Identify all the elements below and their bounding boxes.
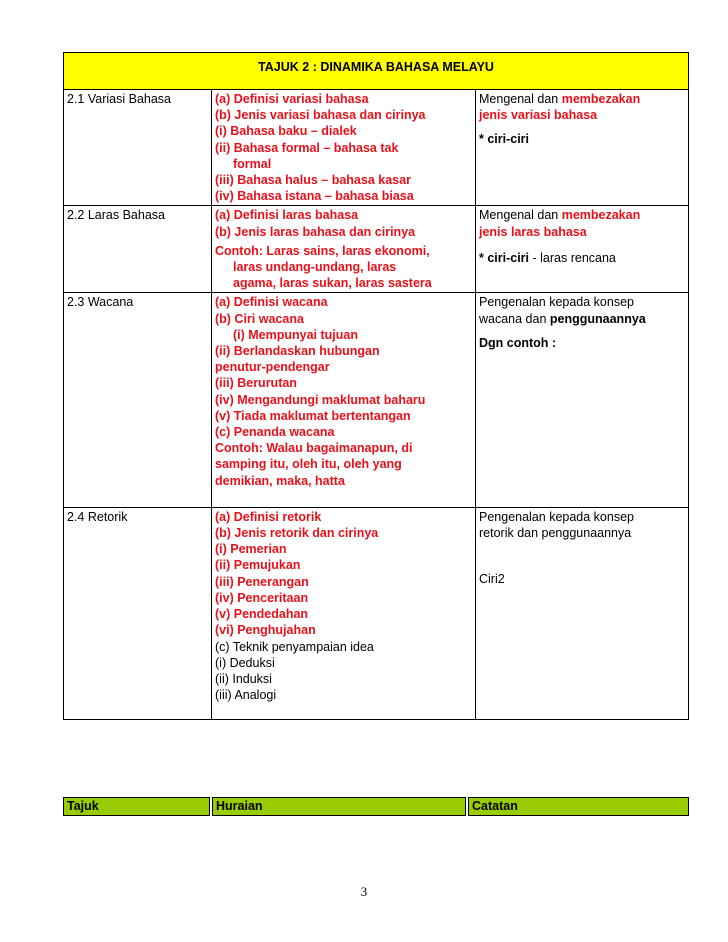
desc-line: (iii) Berurutan xyxy=(215,376,297,391)
note-text: Pengenalan kepada konsep xyxy=(479,509,634,524)
topic-cell: 2.1 Variasi Bahasa xyxy=(64,90,212,206)
title-row xyxy=(64,53,689,90)
note-text: - laras rencana xyxy=(529,250,616,265)
note-highlight: membezakan xyxy=(561,208,641,223)
note-highlight: jenis variasi bahasa xyxy=(479,108,598,123)
description-cell xyxy=(212,507,476,719)
note-highlight: jenis laras bahasa xyxy=(479,224,587,239)
note-cell xyxy=(476,507,689,719)
desc-line: (vi) Penghujahan xyxy=(215,623,316,638)
desc-line: (i) Pemerian xyxy=(215,542,287,557)
desc-line: (v) Tiada maklumat bertentangan xyxy=(215,408,411,423)
desc-line: (iv) Penceritaan xyxy=(215,590,309,605)
description-cell xyxy=(212,206,476,293)
note-cell xyxy=(476,90,689,206)
desc-line: (i) Mempunyai tujuan xyxy=(233,327,358,342)
description-cell xyxy=(212,293,476,507)
desc-line: (iii) Bahasa halus – bahasa kasar xyxy=(215,173,411,188)
note-bold: Dgn contoh : xyxy=(479,335,557,350)
table-row xyxy=(64,293,689,507)
note-cell xyxy=(476,293,689,507)
desc-line: Contoh: Walau bagaimanapun, di xyxy=(215,441,413,456)
desc-line: (v) Pendedahan xyxy=(215,607,309,622)
desc-line: (b) Jenis retorik dan cirinya xyxy=(215,526,379,541)
desc-line: (ii) Berlandaskan hubungan xyxy=(215,344,380,359)
desc-line: (a) Definisi variasi bahasa xyxy=(215,92,369,106)
desc-line: (a) Definisi retorik xyxy=(215,509,322,524)
desc-line: (ii) Induksi xyxy=(215,671,272,686)
desc-line: agama, laras sukan, laras sastera xyxy=(233,276,432,291)
note-cell xyxy=(476,206,689,293)
desc-line: (c) Teknik penyampaian idea xyxy=(215,639,374,654)
desc-line: formal xyxy=(233,156,272,171)
desc-line: (iii) Analogi xyxy=(215,688,277,703)
desc-line: (iii) Penerangan xyxy=(215,574,309,589)
topic-cell: 2.2 Laras Bahasa xyxy=(64,206,212,293)
desc-line: (ii) Bahasa formal – bahasa tak xyxy=(215,140,399,155)
table-title: TAJUK 2 : DINAMIKA BAHASA MELAYU xyxy=(64,53,689,90)
desc-line: (iv) Mengandungi maklumat baharu xyxy=(215,392,426,407)
desc-line: (a) Definisi laras bahasa xyxy=(215,208,359,223)
note-bold: penggunaannya xyxy=(549,311,646,326)
topic-cell: 2.3 Wacana xyxy=(64,293,212,507)
table-row xyxy=(64,507,689,719)
note-text: Ciri2 xyxy=(479,572,505,587)
desc-line: samping itu, oleh itu, oleh yang xyxy=(215,457,402,472)
desc-line: Contoh: Laras sains, laras ekonomi, xyxy=(215,243,430,258)
header-tajuk: Tajuk xyxy=(64,798,210,816)
description-cell xyxy=(212,90,476,206)
desc-line: (i) Deduksi xyxy=(215,655,275,670)
table-row xyxy=(64,206,689,293)
page-number: 3 xyxy=(360,884,368,899)
desc-line: penutur-pendengar xyxy=(215,360,330,375)
note-highlight: membezakan xyxy=(561,92,641,106)
table-row xyxy=(64,90,689,206)
desc-line: (b) Jenis laras bahasa dan cirinya xyxy=(215,224,416,239)
header-catatan: Catatan xyxy=(469,798,689,816)
desc-line: (iv) Bahasa istana – bahasa biasa xyxy=(215,189,414,204)
desc-line: (i) Bahasa baku – dialek xyxy=(215,124,357,139)
note-text: Pengenalan kepada konsep xyxy=(479,295,634,310)
desc-line: (c) Penanda wacana xyxy=(215,425,335,440)
desc-line: laras undang-undang, laras xyxy=(233,260,397,275)
desc-line: (a) Definisi wacana xyxy=(215,295,328,310)
note-text: wacana dan xyxy=(479,311,550,326)
desc-line: (b) Ciri wacana xyxy=(215,311,304,326)
note-text: Mengenal dan xyxy=(479,208,562,223)
note-bold: * ciri-ciri xyxy=(479,250,530,265)
note-bold: * ciri-ciri xyxy=(479,132,530,147)
footer-header-table xyxy=(63,797,689,816)
desc-line: (ii) Pemujukan xyxy=(215,558,301,573)
note-text: Mengenal dan xyxy=(479,92,562,106)
desc-line: (b) Jenis variasi bahasa dan cirinya xyxy=(215,108,426,123)
syllabus-table xyxy=(63,52,689,720)
header-huraian: Huraian xyxy=(213,798,466,816)
topic-cell: 2.4 Retorik xyxy=(64,507,212,719)
footer-header-row xyxy=(64,798,689,816)
note-text: retorik dan penggunaannya xyxy=(479,526,632,541)
desc-line: demikian, maka, hatta xyxy=(215,473,345,488)
